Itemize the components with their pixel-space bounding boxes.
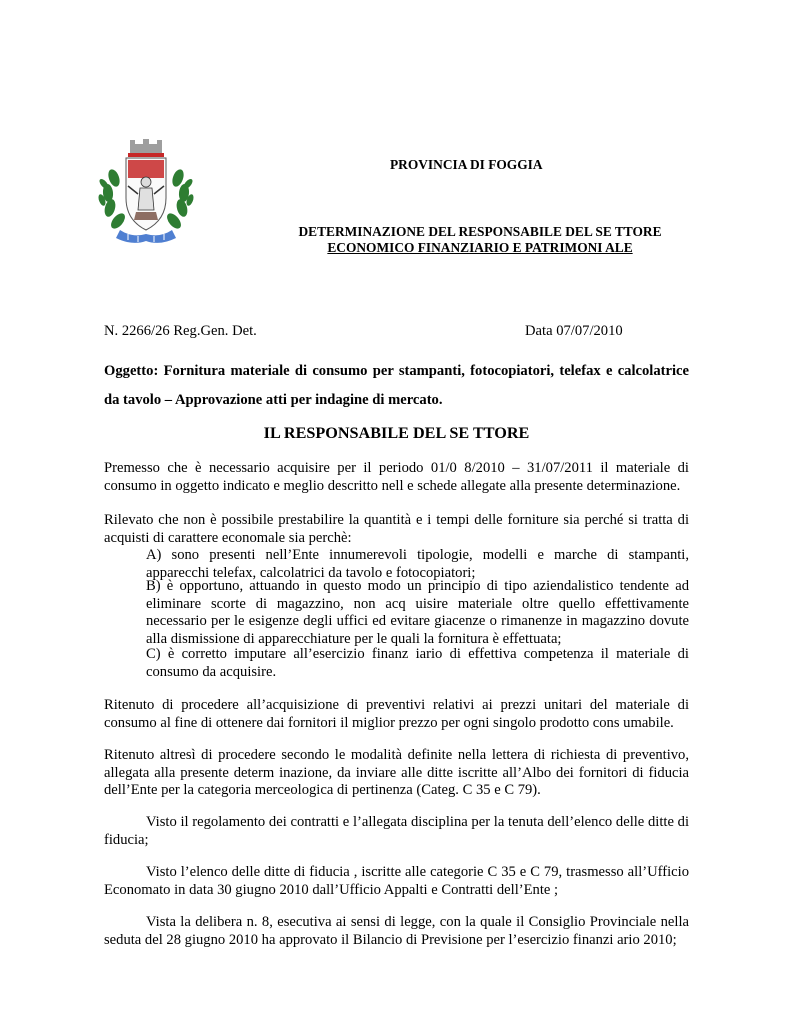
list-item-b: B) è opportuno, attuando in questo modo un principio di tipo aziendalistico tendente ad eliminare scorte di magazzino, non acq uisire materiale oltre quello effettivamente necessario per le esigenze degli uffici ed evitare giacenze o rimanenze in magazzino dovute alla dismissione di apparecchiature per le quali la fornitura è effettuata; [146,578,689,647]
title-line-2: ECONOMICO FINANZIARIO E PATRIMONI ALE [327,240,633,255]
determination-date: Data 07/07/2010 [525,323,623,339]
paragraph-premesso: Premesso che è necessario acquisire per il periodo 01/0 8/2010 – 31/07/2011 il materiale di consumo in oggetto indicato e meglio descritto nell e schede allegate alla presente determinazione. [104,460,689,494]
provincia-crest-icon [98,138,194,246]
list-item-c: C) è corretto imputare all’esercizio finanz iario di effettiva competenza il materiale di consumo da acquisire. [146,646,689,680]
section-title: IL RESPONSABILE DEL SE TTORE [263,424,530,442]
paragraph-visto-regolamento: Visto il regolamento dei contratti e l’allegata disciplina per la tenuta dell’elenco delle ditte di fiducia; [104,814,689,848]
document-title [270,224,690,256]
paragraph-rilevato: Rilevato che non è possibile prestabilire la quantità e i tempi delle forniture sia perché si tratta di acquisti di carattere economale sia perchè: [104,512,689,546]
subject: Oggetto: Fornitura materiale di consumo per stampanti, fotocopiatori, telefax e calcolatrice da tavolo – Approvazione atti per indagine di mercato. [104,363,689,408]
determination-number: N. 2266/26 Reg.Gen. Det. [104,323,257,339]
paragraph-vista-delibera: Vista la delibera n. 8, esecutiva ai sensi di legge, con la quale il Consiglio Provinciale nella seduta del 28 giugno 2010 ha approvato il Bilancio di Previsione per l’esercizio finanzi ario 2010; [104,914,689,948]
title-line-1: DETERMINAZIONE DEL RESPONSABILE DEL SE TTORE [298,224,662,239]
paragraph-visto-elenco: Visto l’elenco delle ditte di fiducia , iscritte alle categorie C 35 e C 79, trasmesso all’Ufficio Economato in data 30 giugno 2010 dall’Ufficio Appalti e Contratti dell’Ente ; [104,864,689,898]
paragraph-ritenuto: Ritenuto di procedere all’acquisizione di preventivi relativi ai prezzi unitari del materiale di consumo al fine di ottenere dai fornitori il miglior prezzo per ogni singolo prodotto cons umabile. [104,697,689,731]
paragraph-ritenuto-altresi: Ritenuto altresì di procedere secondo le modalità definite nella lettera di richiesta di preventivo, allegata alla presente determ inazione, da inviare alle ditte iscritte all’Albo dei fornitori di fiducia dell’Ente per la categoria merceologica di pertinenza (Categ. C 35 e C 79). [104,747,689,798]
list-item-a: A) sono presenti nell’Ente innumerevoli tipologie, modelli e marche di stampanti, apparecchi telefax, calcolatrici da tavolo e fotocopiatori; [146,547,689,581]
province-name: PROVINCIA DI FOGGIA [390,157,543,172]
